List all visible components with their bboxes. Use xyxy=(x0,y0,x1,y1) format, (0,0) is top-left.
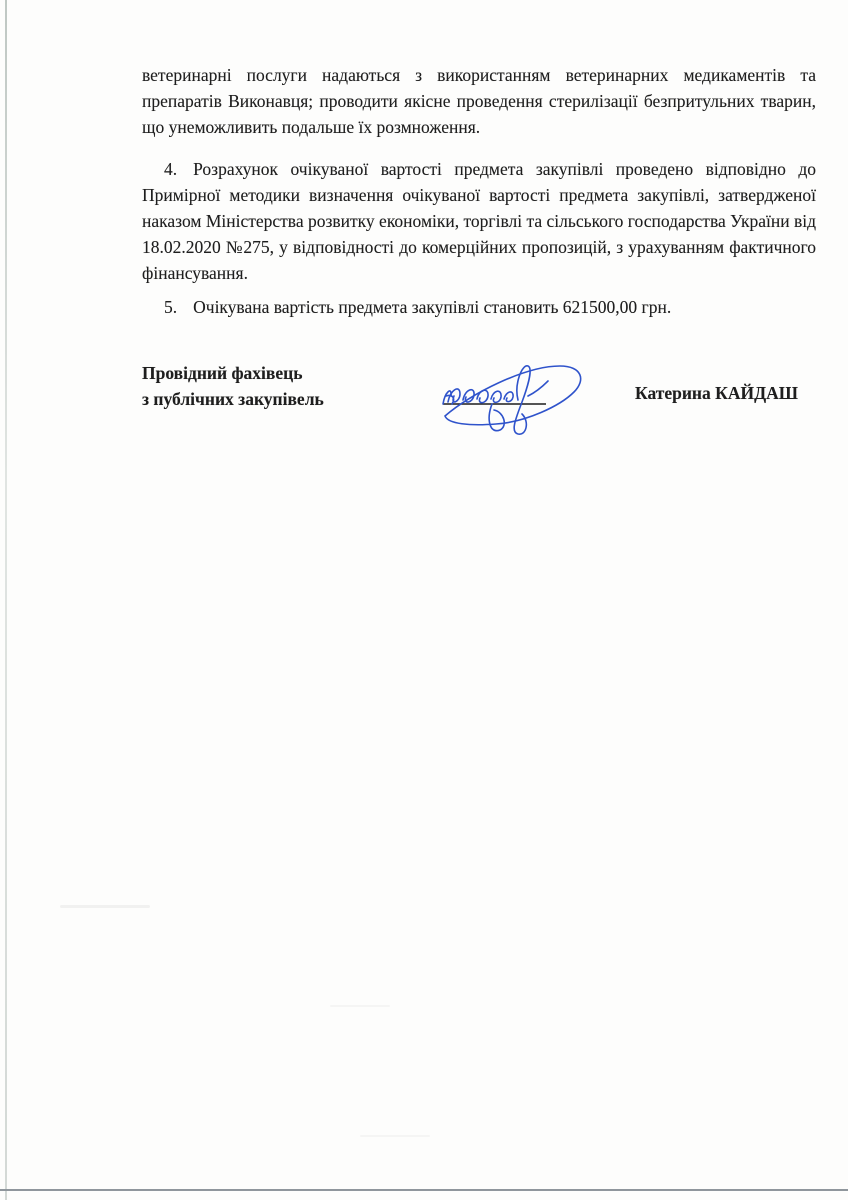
scan-noise xyxy=(330,1005,390,1007)
item-5-text: Очікувана вартість предмета закупівлі становить 621500,00 грн. xyxy=(193,297,672,317)
item-5-number: 5. xyxy=(164,297,178,317)
handwritten-signature xyxy=(430,356,600,446)
scanner-edge-left xyxy=(5,0,7,1200)
item-4-text: Розрахунок очікуваної вартості предмета закупівлі проведено відповідно до Примірної методики визначення очікуваної вартості предмета закупівлі, затвердженої наказом Міністерства розвитку економіки, торгівлі та сільського господарства України від 18.02.2020 №275, у відповідності до комерційних пропозицій, з урахуванням фактичного фінансування. xyxy=(142,159,816,283)
signatory-position-line1: Провідний фахівець xyxy=(142,363,303,383)
signatory-position xyxy=(142,360,435,412)
scan-noise xyxy=(60,905,150,908)
scan-noise xyxy=(360,1135,430,1137)
body-paragraph-continuation: ветеринарні послуги надаються з використанням ветеринарних медикаментів та препаратів Виконавця; проводити якісне проведення стерилізації безпритульних тварин, що унеможливить подальше їх розмноження. xyxy=(142,65,816,137)
document-body xyxy=(142,62,816,412)
numbered-item-4 xyxy=(142,156,816,286)
item-4-number: 4. xyxy=(164,159,178,179)
signature-area xyxy=(435,360,575,412)
signatory-name: Катерина КАЙДАШ xyxy=(635,383,798,403)
numbered-item-5 xyxy=(142,294,816,320)
scanner-edge-bottom xyxy=(0,1189,848,1191)
signatory-position-line2: з публічних закупівель xyxy=(142,389,324,409)
signature-block xyxy=(142,360,816,412)
